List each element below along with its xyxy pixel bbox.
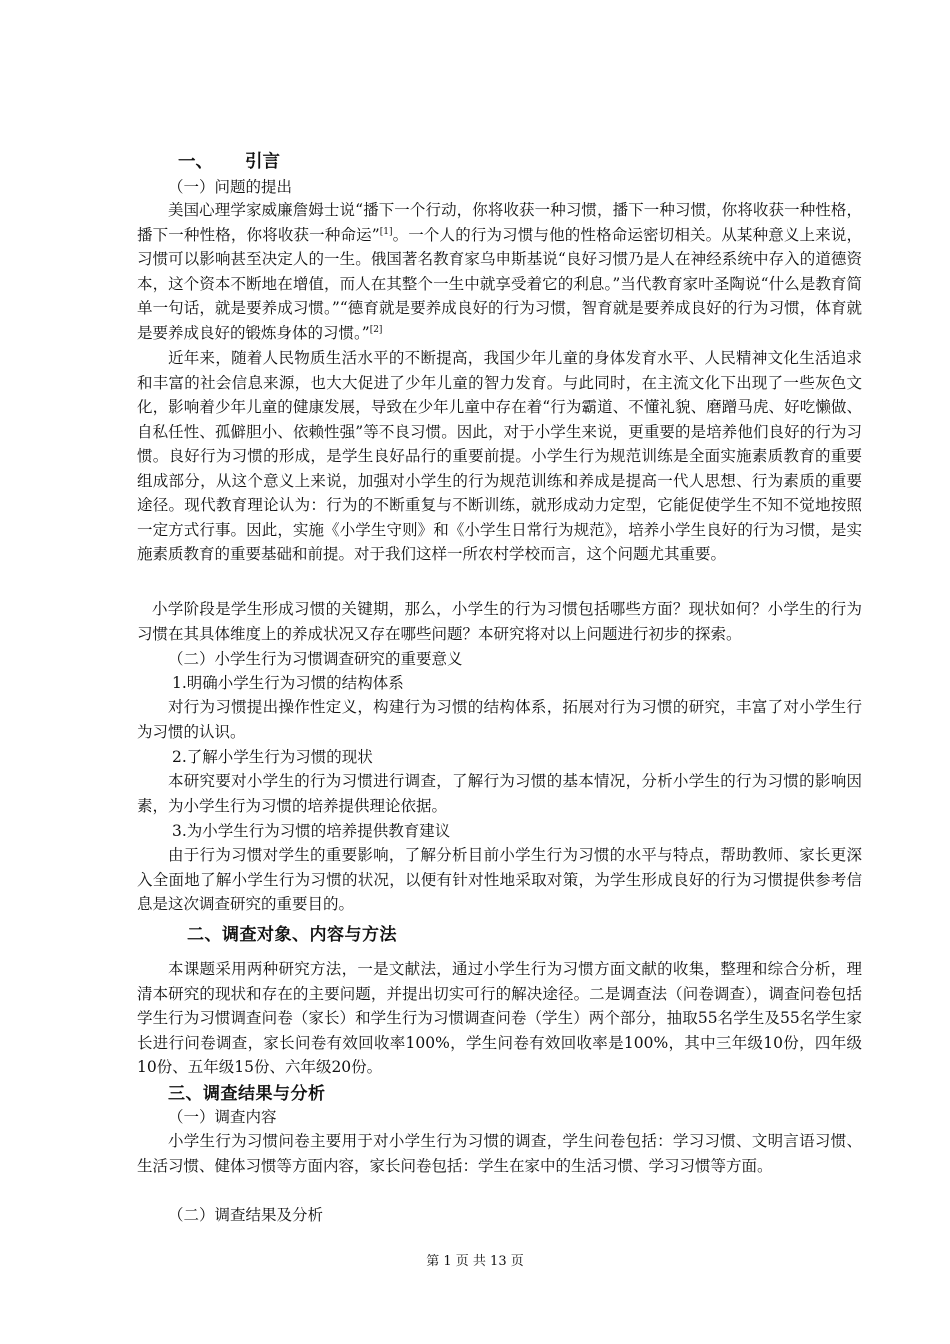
subsection-3-1-text: 小学生行为习惯问卷主要用于对小学生行为习惯的调查，学生问卷包括：学习习惯、文明言语习惯、生活习惯、健体习惯等方面内容，家长问卷包括：学生在家中的生活习惯、学习习惯等方面。 bbox=[137, 1132, 862, 1175]
citation-2: [2] bbox=[369, 324, 383, 335]
paragraph-2: 近年来，随着人民物质生活水平的不断提高，我国少年儿童的身体发育水平、人民精神文化生活追求和丰富的社会信息来源，也大大促进了少年儿童的智力发育。与此同时，在主流文化下出现了一些灰色文化，影响着少年儿童的健康发展，导致在少年儿童中存在着“行为霸道、不懂礼貌、磨蹭马虎、好吃懒做、自私任性、孤僻胆小、依赖性强”等不良习惯。因此，对于小学生来说，更重要的是培养他们良好的行为习惯。良好行为习惯的形成，是学生良好品行的重要前提。小学生行为规范训练是全面实施素质教育的重要组成部分，从这个意义上来说，加强对小学生的行为规范训练和养成是提高一代人思想、行为素质的重要途径。现代教育理论认为：行为的不断重复与不断训练，就形成动力定型，它能促使学生不知不觉地按照一定方式行事。因此，实施《小学生守则》和《小学生日常行为规范》，培养小学生良好的行为习惯，是实施素质教育的重要基础和前提。对于我们这样一所农村学校而言，这个问题尤其重要。 bbox=[137, 349, 862, 563]
citation-1: [1] bbox=[379, 226, 393, 237]
paragraph-1-part-a: 美国心理学家威廉詹姆士说“播下一个行动，你将收获一种习惯，播下一种习惯，你将收获一种性格，播下一种性格，你将收获一种命运” bbox=[137, 201, 862, 244]
item-2-text: 本研究要对小学生的行为习惯进行调查，了解行为习惯的基本情况，分析小学生的行为习惯的影响因素，为小学生行为习惯的培养提供理论依据。 bbox=[137, 772, 862, 815]
subsection-3-1-title: （一）调查内容 bbox=[168, 1108, 277, 1126]
paragraph-3: 小学阶段是学生形成习惯的关键期，那么，小学生的行为习惯包括哪些方面？现状如何？小学生的行为习惯在其具体维度上的养成状况又存在哪些问题？本研究将对以上问题进行初步的探索。 bbox=[137, 600, 862, 643]
item-1-text: 对行为习惯提出操作性定义，构建行为习惯的结构体系，拓展对行为习惯的研究，丰富了对小学生行为习惯的认识。 bbox=[137, 698, 862, 741]
section-2-title: 二、调查对象、内容与方法 bbox=[187, 925, 397, 945]
item-1-title: 1.明确小学生行为习惯的结构体系 bbox=[172, 674, 404, 692]
paragraph-1 bbox=[137, 198, 862, 345]
subsection-3-2-title: （二）调查结果及分析 bbox=[168, 1206, 324, 1224]
section-2-text: 本课题采用两种研究方法，一是文献法，通过小学生行为习惯方面文献的收集，整理和综合分析，理清本研究的现状和存在的主要问题，并提出切实可行的解决途径。二是调查法（问卷调查），调查问卷包括学生行为习惯调查问卷（家长）和学生行为习惯调查问卷（学生）两个部分，抽取55名学生及55名学生家长进行问卷调查，家长问卷有效回收率100%，学生问卷有效回收率是100%，其中三年级10份，四年级10份、五年级15份、六年级20份。 bbox=[137, 960, 862, 1076]
section-1-number: 一、 bbox=[178, 152, 213, 172]
paragraph-1-part-b: 。一个人的行为习惯与他的性格命运密切相关。从某种意义上来说，习惯可以影响甚至决定人的一生。俄国著名教育家乌申斯基说“良好习惯乃是人在神经系统中存入的道德资本，这个资本不断地在增值，而人在其整个一生中就享受着它的利息。”当代教育家叶圣陶说“什么是教育简单一句话，就是要养成习惯。”“德育就是要养成良好的行为习惯，智育就是要养成良好的行为习惯，体育就是要养成良好的锻炼身体的习惯。” bbox=[137, 225, 862, 342]
subsection-1-1-title: （一）问题的提出 bbox=[168, 178, 293, 196]
section-1-heading bbox=[178, 148, 280, 173]
page-footer: 第 1 页 共 13 页 bbox=[426, 1254, 524, 1269]
item-3-text: 由于行为习惯对学生的重要影响，了解分析目前小学生行为习惯的水平与特点，帮助教师、家长更深入全面地了解小学生行为习惯的状况，以便有针对性地采取对策，为学生形成良好的行为习惯提供参考信息是这次调查研究的重要目的。 bbox=[137, 846, 862, 913]
subsection-1-2-title: （二）小学生行为习惯调查研究的重要意义 bbox=[168, 650, 463, 668]
item-3-title: 3.为小学生行为习惯的培养提供教育建议 bbox=[172, 822, 451, 840]
section-3-title: 三、调查结果与分析 bbox=[168, 1084, 326, 1104]
section-1-title: 引言 bbox=[245, 152, 280, 172]
item-2-title: 2.了解小学生行为习惯的现状 bbox=[172, 748, 373, 766]
